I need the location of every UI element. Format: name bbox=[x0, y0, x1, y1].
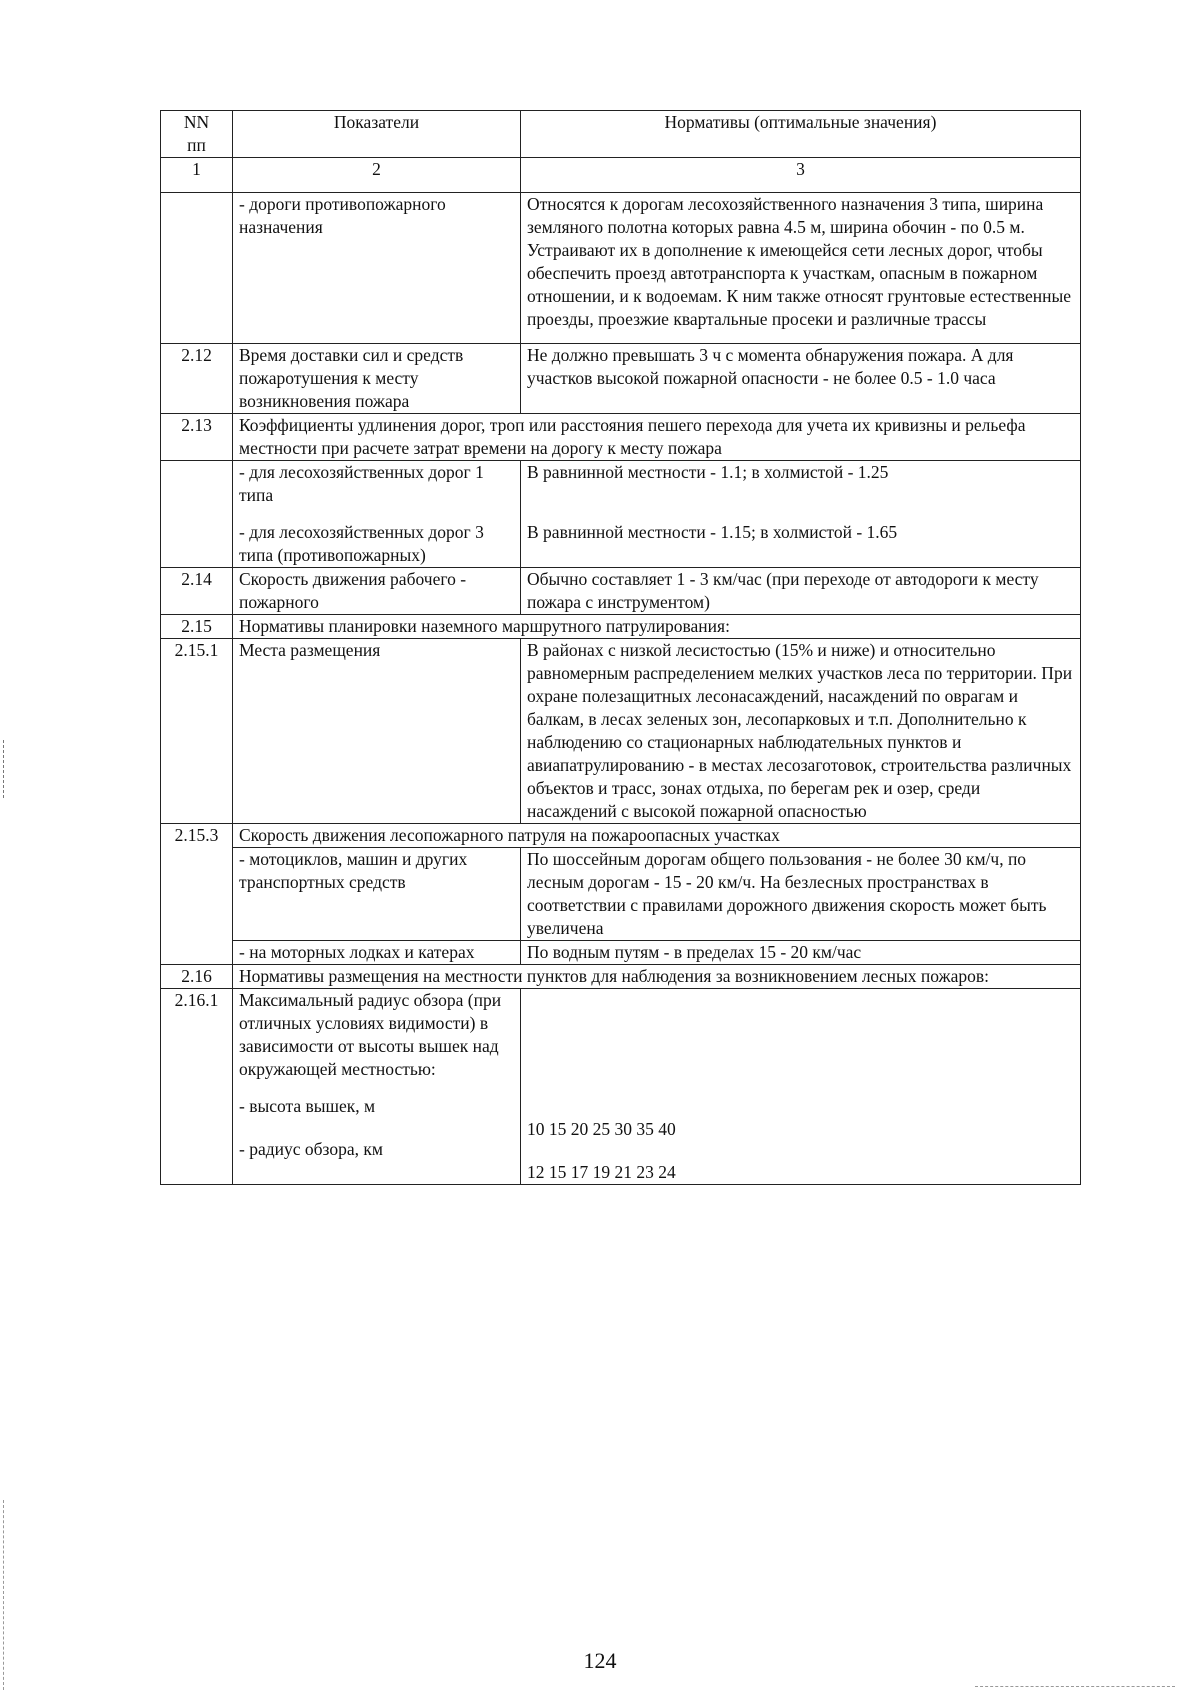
scan-artifact-mark bbox=[3, 740, 5, 798]
row-norm bbox=[521, 989, 1081, 1185]
table-row bbox=[161, 965, 1081, 989]
scan-artifact-mark bbox=[3, 1500, 5, 1690]
row-norm: Обычно составляет 1 - 3 км/час (при переходе от автодороги к месту пожара с инструментом) bbox=[521, 568, 1081, 615]
row-number: 2.14 bbox=[161, 568, 233, 615]
header-col-number: NN пп bbox=[161, 111, 233, 158]
row-indicator: Время доставки сил и средств пожаротушения к месту возникновения пожара bbox=[233, 344, 521, 414]
row-merged-text: Нормативы планировки наземного маршрутного патрулирования: bbox=[233, 615, 1081, 639]
row-number: 2.16.1 bbox=[161, 989, 233, 1185]
sub-norm: В равнинной местности - 1.15; в холмистой - 1.65 bbox=[527, 522, 898, 542]
row-number: 2.13 bbox=[161, 414, 233, 461]
norms-table bbox=[160, 110, 1081, 1185]
row-indicator: - мотоциклов, машин и других транспортных средств bbox=[233, 848, 521, 941]
height-label: - высота вышек, м bbox=[239, 1096, 376, 1116]
row-indicator bbox=[233, 989, 521, 1185]
header-col-norms: Нормативы (оптимальные значения) bbox=[521, 111, 1081, 158]
table-row bbox=[161, 824, 1081, 848]
page-number: 124 bbox=[583, 1648, 617, 1673]
table-row bbox=[161, 461, 1081, 568]
column-number-3: 3 bbox=[521, 158, 1081, 193]
table-row bbox=[161, 344, 1081, 414]
header-col-indicators: Показатели bbox=[233, 111, 521, 158]
row-norm: Не должно превышать 3 ч с момента обнаружения пожара. А для участков высокой пожарной опасности - не более 0.5 - 1.0 часа bbox=[521, 344, 1081, 414]
table-row bbox=[161, 193, 1081, 344]
row-norm bbox=[521, 461, 1081, 568]
row-merged-text: Скорость движения лесопожарного патруля на пожароопасных участках bbox=[233, 824, 1081, 848]
row-norm: По шоссейным дорогам общего пользования - не более 30 км/ч, по лесным дорогам - 15 - 20 км/ч. На безлесных пространствах в соответствии с правилами дорожного движения скорость может быть увеличена bbox=[521, 848, 1081, 941]
radius-values: 12 15 17 19 21 23 24 bbox=[527, 1162, 676, 1182]
column-number-1: 1 bbox=[161, 158, 233, 193]
row-number: 2.15.3 bbox=[161, 824, 233, 965]
sub-indicator: Максимальный радиус обзора (при отличных условиях видимости) в зависимости от высоты вышек над окружающей местностью: bbox=[239, 990, 502, 1079]
row-indicator: - дороги противопожарного назначения bbox=[233, 193, 521, 344]
table-row bbox=[161, 941, 1081, 965]
table-row bbox=[161, 568, 1081, 615]
sub-indicator: - для лесохозяйственных дорог 1 типа bbox=[239, 462, 484, 505]
table-row bbox=[161, 989, 1081, 1185]
table-row bbox=[161, 848, 1081, 941]
table-header-row bbox=[161, 111, 1081, 158]
row-number: 2.15 bbox=[161, 615, 233, 639]
row-merged-text: Коэффициенты удлинения дорог, троп или расстояния пешего перехода для учета их кривизны и рельефа местности при расчете затрат времени на дорогу к месту пожара bbox=[233, 414, 1081, 461]
row-indicator: Скорость движения рабочего - пожарного bbox=[233, 568, 521, 615]
row-norm: По водным путям - в пределах 15 - 20 км/час bbox=[521, 941, 1081, 965]
scan-artifact-line bbox=[975, 1686, 1175, 1687]
table-row bbox=[161, 414, 1081, 461]
row-indicator bbox=[233, 461, 521, 568]
row-merged-text: Нормативы размещения на местности пунктов для наблюдения за возникновением лесных пожаров: bbox=[233, 965, 1081, 989]
row-indicator: Места размещения bbox=[233, 639, 521, 824]
row-number: 2.16 bbox=[161, 965, 233, 989]
sub-norm: В равнинной местности - 1.1; в холмистой - 1.25 bbox=[527, 462, 889, 482]
height-values: 10 15 20 25 30 35 40 bbox=[527, 1119, 676, 1139]
row-indicator: - на моторных лодках и катерах bbox=[233, 941, 521, 965]
row-number: 2.15.1 bbox=[161, 639, 233, 824]
row-norm: В районах с низкой лесистостью (15% и ниже) и относительно равномерным распределением мелких участков леса по территории. При охране полезащитных лесонасаждений, насаждений по оврагам и балкам, в лесах зеленых зон, лесопарковых и т.п. Дополнительно к наблюдению со стационарных наблюдательных пунктов и авиапатрулированию - в местах лесозаготовок, строительства различных объектов и трасс, зонах отдыха, по берегам рек и озер, среди насаждений с высокой пожарной опасностью bbox=[521, 639, 1081, 824]
row-number-empty bbox=[161, 461, 233, 568]
column-number-2: 2 bbox=[233, 158, 521, 193]
row-norm: Относятся к дорогам лесохозяйственного назначения 3 типа, ширина земляного полотна которых равна 4.5 м, ширина обочин - по 0.5 м. Устраивают их в дополнение к имеющейся сети лесных дорог, чтобы обеспечить проезд автотранспорта к участкам, опасным в пожарном отношении, и к водоемам. К ним также относят грунтовые естественные проезды, проезжие квартальные просеки и различные трассы bbox=[521, 193, 1081, 344]
norm-spacer bbox=[527, 989, 1074, 1118]
table-row bbox=[161, 639, 1081, 824]
column-numbering-row bbox=[161, 158, 1081, 193]
row-number-empty bbox=[161, 193, 233, 344]
row-number: 2.12 bbox=[161, 344, 233, 414]
table-row bbox=[161, 615, 1081, 639]
sub-indicator: - для лесохозяйственных дорог 3 типа (противопожарных) bbox=[239, 522, 484, 565]
radius-label: - радиус обзора, км bbox=[239, 1139, 383, 1159]
